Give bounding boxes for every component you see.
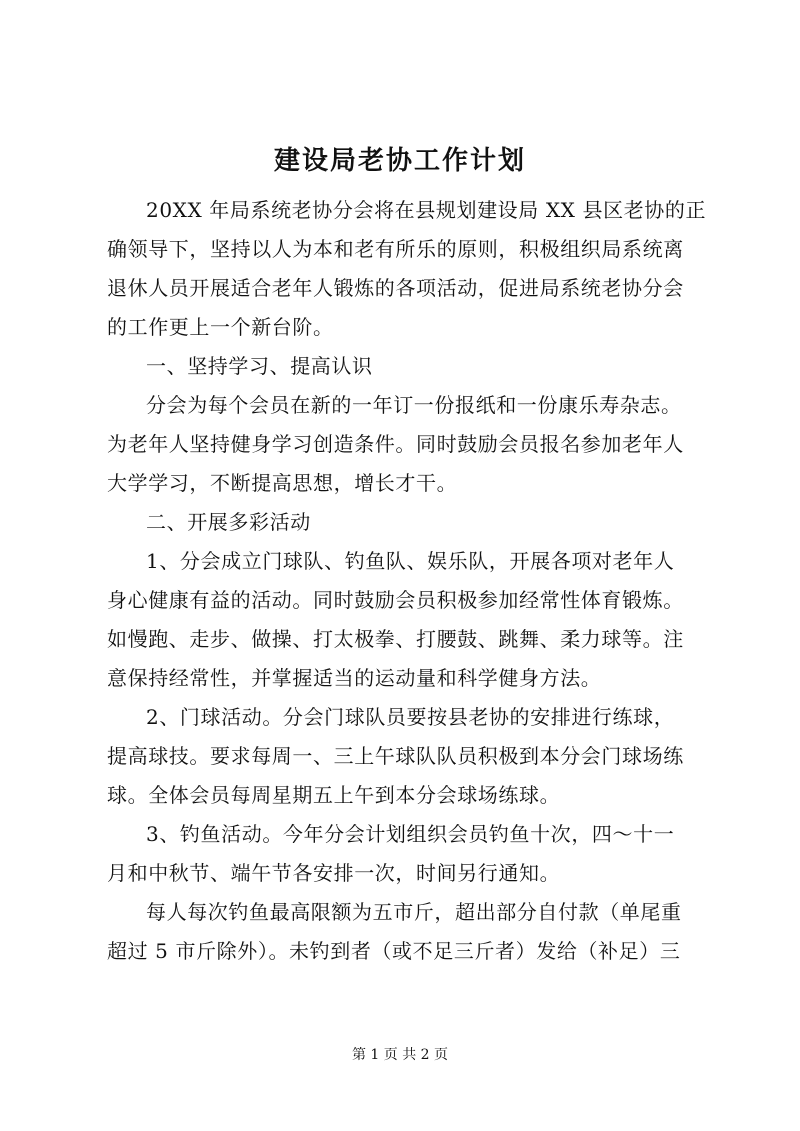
text-line: 提高球技。要求每周一、三上午球队队员积极到本分会门球场练 — [107, 744, 684, 768]
page-title: 建设局老协工作计划 — [273, 146, 526, 176]
text-line: 1、分会成立门球队、钓鱼队、娱乐队，开展各项对老年人 — [146, 549, 675, 573]
text-line: 每人每次钓鱼最高限额为五市斤，超出部分自付款（单尾重 — [146, 900, 682, 924]
text-line: 大学学习，不断提高思想，增长才干。 — [107, 471, 458, 495]
text-line: 意保持经常性，并掌握适当的运动量和科学健身方法。 — [107, 666, 602, 690]
text-line: 退休人员开展适合老年人锻炼的各项活动，促进局系统老协分会 — [107, 276, 684, 300]
text-line: 为老年人坚持健身学习创造条件。同时鼓励会员报名参加老年人 — [107, 432, 684, 456]
text-line: 确领导下，坚持以人为本和老有所乐的原则，积极组织局系统离 — [107, 237, 684, 261]
text-line: 的工作更上一个新台阶。 — [107, 315, 334, 339]
text-line: 2、门球活动。分会门球队员要按县老协的安排进行练球， — [146, 705, 675, 729]
text-line: 如慢跑、走步、做操、打太极拳、打腰鼓、跳舞、柔力球等。注 — [107, 627, 684, 651]
text-line: 球。全体会员每周星期五上午到本分会球场练球。 — [107, 783, 561, 807]
section-heading: 一、坚持学习、提高认识 — [146, 354, 373, 378]
text-line: 月和中秋节、端午节各安排一次，时间另行通知。 — [107, 861, 561, 885]
page-number-footer: 第 1 页 共 2 页 — [351, 1047, 449, 1063]
section-heading: 二、开展多彩活动 — [146, 510, 311, 534]
text-line: 分会为每个会员在新的一年订一份报纸和一份康乐寿杂志。 — [146, 393, 682, 417]
text-line: 20XX 年局系统老协分会将在县规划建设局 XX 县区老协的正 — [146, 198, 707, 222]
text-line: 超过 5 市斤除外）。未钓到者（或不足三斤者）发给（补足）三 — [107, 939, 681, 963]
text-line: 3、钓鱼活动。今年分会计划组织会员钓鱼十次，四～十一 — [146, 822, 675, 846]
text-line: 身心健康有益的活动。同时鼓励会员积极参加经常性体育锻炼。 — [107, 588, 684, 612]
